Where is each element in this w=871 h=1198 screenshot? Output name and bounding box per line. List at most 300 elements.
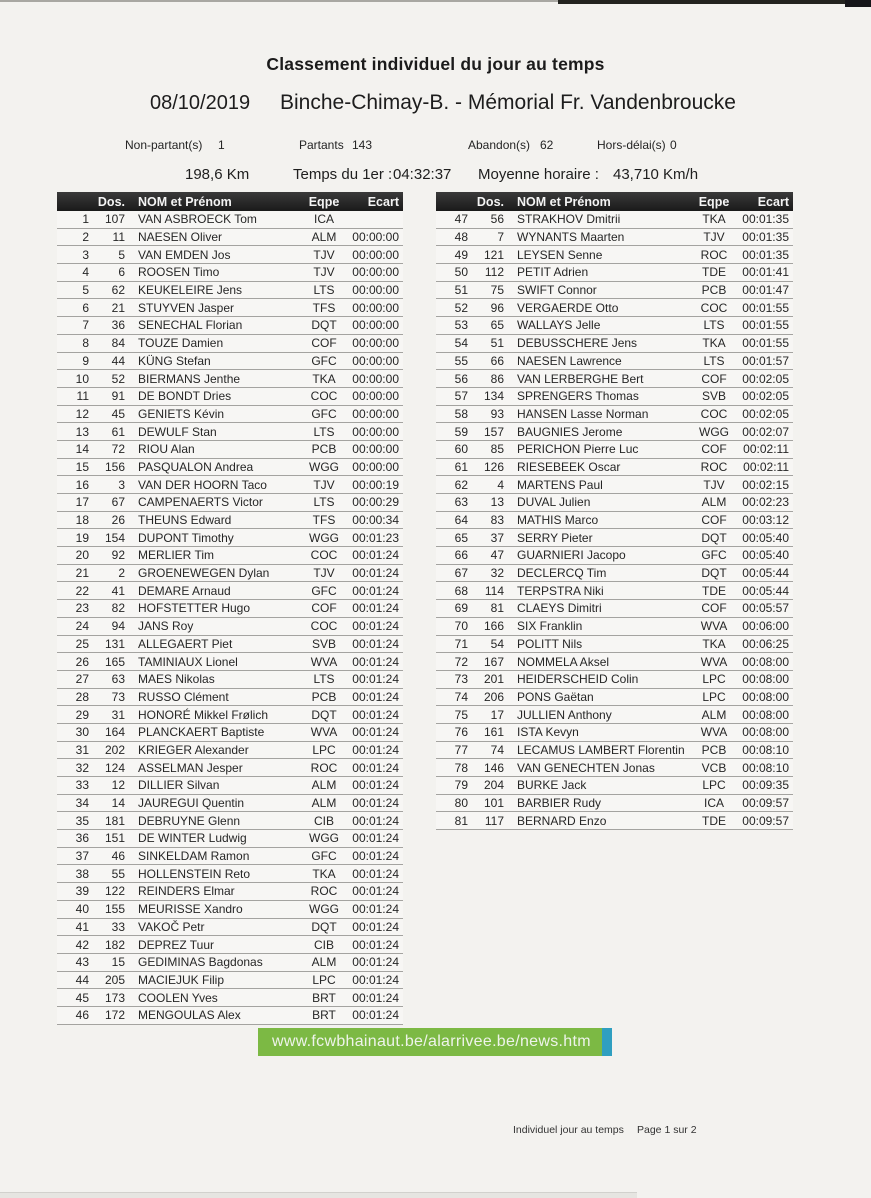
ecart-cell: 00:01:24 (352, 654, 399, 669)
dossard-cell: 74 (490, 742, 504, 757)
ecart-cell: 00:06:00 (742, 619, 789, 634)
ecart-cell: 00:00:00 (352, 353, 399, 368)
rider-name-cell: SWIFT Connor (517, 283, 597, 298)
ecart-cell: 00:00:00 (352, 318, 399, 333)
table-row (57, 529, 403, 547)
rider-name-cell: NAESEN Oliver (138, 230, 223, 245)
team-cell: SVB (701, 389, 726, 404)
table-row (57, 565, 403, 583)
dossard-cell: 62 (111, 283, 125, 298)
dossard-cell: 15 (111, 955, 125, 970)
team-cell: LTS (313, 283, 335, 298)
table-row (436, 459, 793, 477)
team-cell: CIB (313, 813, 334, 828)
dossard-cell: 85 (490, 442, 504, 457)
team-cell: WVA (700, 619, 728, 634)
rank-cell: 35 (75, 813, 89, 828)
rider-name-cell: TAMINIAUX Lionel (138, 654, 238, 669)
table-row (436, 388, 793, 406)
moyenne-label: Moyenne horaire : (478, 166, 599, 183)
table-body-left (57, 211, 403, 1025)
dossard-cell: 201 (483, 672, 504, 687)
partants-label: Partants (299, 138, 344, 152)
rank-cell: 61 (454, 459, 468, 474)
team-cell: GFC (701, 548, 727, 563)
dossard-cell: 91 (111, 389, 125, 404)
ecart-cell: 00:01:55 (742, 300, 789, 315)
rank-cell: 59 (454, 424, 468, 439)
table-row (57, 671, 403, 689)
dossard-cell: 41 (111, 583, 125, 598)
dossard-cell: 96 (490, 300, 504, 315)
ecart-cell: 00:01:24 (352, 813, 399, 828)
ecart-cell: 00:08:00 (742, 672, 789, 687)
ecart-cell: 00:01:41 (742, 265, 789, 280)
dossard-cell: 14 (111, 796, 125, 811)
team-cell: TKA (702, 336, 726, 351)
ecart-cell: 00:01:24 (352, 1008, 399, 1023)
rank-cell: 16 (75, 477, 89, 492)
table-row (436, 547, 793, 565)
table-row (436, 600, 793, 618)
rider-name-cell: REINDERS Elmar (138, 884, 235, 899)
team-cell: WVA (310, 725, 338, 740)
rider-name-cell: PETIT Adrien (517, 265, 589, 280)
team-cell: LPC (702, 672, 726, 687)
table-row (57, 989, 403, 1007)
rank-cell: 18 (75, 513, 89, 528)
ecart-cell: 00:00:00 (352, 371, 399, 386)
team-cell: ALM (701, 707, 727, 722)
dossard-cell: 134 (483, 389, 504, 404)
ecart-cell: 00:05:40 (742, 548, 789, 563)
rider-name-cell: KEUKELEIRE Jens (138, 283, 243, 298)
dossard-cell: 206 (483, 689, 504, 704)
ecart-cell: 00:00:00 (352, 424, 399, 439)
rank-cell: 47 (454, 212, 468, 227)
rider-name-cell: ALLEGAERT Piet (138, 636, 233, 651)
ecart-cell: 00:01:35 (742, 247, 789, 262)
rank-cell: 67 (454, 566, 468, 581)
team-cell: TJV (313, 247, 335, 262)
table-row (57, 582, 403, 600)
table-header-row (57, 192, 403, 211)
page-title: Classement individuel du jour au temps (266, 54, 605, 74)
rider-name-cell: BAUGNIES Jerome (517, 424, 623, 439)
rank-cell: 73 (454, 672, 468, 687)
dossard-cell: 124 (104, 760, 125, 775)
ecart-cell: 00:08:00 (742, 654, 789, 669)
rider-name-cell: PERICHON Pierre Luc (517, 442, 639, 457)
dossard-header: Dos. (476, 194, 504, 209)
team-cell: LPC (312, 742, 336, 757)
team-cell: WGG (309, 459, 339, 474)
table-row (57, 441, 403, 459)
table-row (57, 299, 403, 317)
team-cell: COC (700, 300, 728, 315)
team-cell: COC (310, 548, 338, 563)
dossard-cell: 101 (483, 796, 504, 811)
dossard-cell: 31 (111, 707, 125, 722)
rider-name-cell: DEBUSSCHERE Jens (517, 336, 638, 351)
ecart-cell: 00:01:23 (352, 530, 399, 545)
dossard-cell: 204 (483, 778, 504, 793)
rider-name-cell: LECAMUS LAMBERT Florentin (517, 742, 685, 757)
table-row (57, 476, 403, 494)
rank-cell: 11 (76, 389, 89, 404)
rider-name-cell: NOMMELA Aksel (517, 654, 610, 669)
rider-name-cell: HOLLENSTEIN Reto (138, 866, 251, 881)
rider-name-cell: VAN DER HOORN Taco (138, 477, 267, 492)
rider-name-cell: TOUZE Damien (138, 336, 224, 351)
team-cell: TJV (313, 477, 335, 492)
rank-cell: 9 (82, 353, 89, 368)
ecart-cell: 00:01:57 (742, 353, 789, 368)
rank-cell: 64 (454, 513, 468, 528)
rider-name-cell: STRAKHOV Dmitrii (517, 212, 621, 227)
team-cell: DQT (311, 919, 337, 934)
rider-name-cell: SERRY Pieter (517, 530, 593, 545)
abandons-label: Abandon(s) (468, 138, 531, 152)
team-cell: SVB (311, 636, 336, 651)
rider-name-cell: PASQUALON Andrea (138, 459, 254, 474)
ecart-cell: 00:01:24 (352, 760, 399, 775)
rank-cell: 17 (75, 495, 89, 510)
rider-name-cell: JULLIEN Anthony (517, 707, 612, 722)
rank-cell: 20 (75, 548, 89, 563)
table-row (436, 706, 793, 724)
table-row (436, 299, 793, 317)
rank-cell: 58 (454, 406, 468, 421)
ecart-header: Ecart (757, 194, 789, 209)
team-cell: LTS (313, 495, 335, 510)
rider-name-cell: SINKELDAM Ramon (138, 849, 250, 864)
dossard-cell: 21 (111, 300, 125, 315)
rank-cell: 28 (75, 689, 89, 704)
rider-name-cell: DEMARE Arnaud (138, 583, 231, 598)
rider-name-cell: VAN ASBROECK Tom (138, 212, 257, 227)
team-cell: TJV (313, 265, 335, 280)
team-cell: BRT (312, 1008, 336, 1023)
scan-artifact-corner-mark (845, 0, 871, 7)
team-cell: PCB (701, 742, 727, 757)
table-row (57, 883, 403, 901)
rank-cell: 37 (75, 849, 89, 864)
dossard-cell: 55 (111, 866, 125, 881)
dossard-cell: 46 (111, 849, 125, 864)
temps-1er-label: Temps du 1er : (293, 166, 393, 183)
team-cell: LTS (313, 672, 335, 687)
dossard-cell: 205 (104, 972, 125, 987)
team-cell: TKA (702, 636, 726, 651)
table-header-row (436, 192, 793, 211)
table-row (57, 494, 403, 512)
rider-name-cell: DEBRUYNE Glenn (138, 813, 241, 828)
rider-name-cell: DUPONT Timothy (138, 530, 234, 545)
rank-cell: 60 (454, 442, 468, 457)
rank-cell: 5 (82, 283, 89, 298)
team-cell: ROC (310, 760, 338, 775)
dossard-cell: 51 (490, 336, 504, 351)
ecart-cell: 00:08:00 (742, 725, 789, 740)
dossard-cell: 165 (104, 654, 125, 669)
table-row (57, 724, 403, 742)
rider-name-cell: HEIDERSCHEID Colin (517, 672, 639, 687)
ecart-cell: 00:01:24 (352, 831, 399, 846)
dossard-cell: 45 (111, 406, 125, 421)
team-cell: COC (310, 389, 338, 404)
table-row (57, 777, 403, 795)
ecart-cell: 00:08:10 (742, 742, 789, 757)
table-row (57, 512, 403, 530)
rider-name-cell: GEDIMINAS Bagdonas (138, 955, 263, 970)
table-row (57, 795, 403, 813)
team-header: Eqpe (698, 194, 730, 209)
ecart-cell: 00:00:00 (352, 247, 399, 262)
rider-name-cell: DUVAL Julien (517, 495, 591, 510)
rank-cell: 76 (454, 725, 468, 740)
hors-delai-label: Hors-délai(s) (597, 138, 666, 152)
table-row (436, 529, 793, 547)
ecart-cell: 00:02:05 (742, 371, 789, 386)
rider-name-cell: THEUNS Edward (138, 513, 232, 528)
rider-name-cell: LEYSEN Senne (517, 247, 603, 262)
rider-name-cell: BERNARD Enzo (517, 813, 607, 828)
rank-cell: 41 (75, 919, 89, 934)
ecart-cell: 00:01:24 (352, 866, 399, 881)
team-header: Eqpe (308, 194, 340, 209)
dossard-cell: 56 (490, 212, 504, 227)
ecart-cell: 00:09:57 (742, 813, 789, 828)
ecart-cell: 00:05:44 (742, 566, 789, 581)
ecart-cell: 00:01:24 (352, 689, 399, 704)
dossard-cell: 117 (484, 813, 504, 828)
ecart-cell: 00:01:55 (742, 336, 789, 351)
team-cell: VCB (701, 760, 727, 775)
rank-cell: 49 (454, 247, 468, 262)
rider-name-cell: BIERMANS Jenthe (138, 371, 241, 386)
dossard-cell: 54 (490, 636, 504, 651)
rank-cell: 40 (75, 902, 89, 917)
ecart-cell: 00:05:57 (742, 601, 789, 616)
rider-name-cell: ISTA Kevyn (517, 725, 579, 740)
footer-document-label: Individuel jour au temps (513, 1124, 624, 1136)
rank-cell: 7 (82, 318, 89, 333)
rank-cell: 78 (454, 760, 468, 775)
results-url-banner (258, 1028, 612, 1056)
rider-name-cell: CAMPENAERTS Victor (138, 495, 263, 510)
ecart-cell: 00:02:11 (743, 442, 789, 457)
team-cell: LPC (312, 972, 336, 987)
table-row (436, 317, 793, 335)
rank-cell: 62 (454, 477, 468, 492)
rank-cell: 57 (454, 389, 468, 404)
team-cell: ALM (311, 955, 337, 970)
ecart-cell: 00:00:29 (352, 495, 399, 510)
rider-name-cell: GENIETS Kévin (138, 406, 225, 421)
distance-value: 198,6 Km (185, 166, 250, 183)
dossard-cell: 151 (104, 831, 125, 846)
dossard-cell: 7 (497, 230, 504, 245)
team-cell: COC (310, 619, 338, 634)
team-cell: COF (701, 601, 727, 616)
rank-cell: 2 (82, 230, 89, 245)
team-cell: ICA (703, 796, 724, 811)
ecart-cell: 00:08:00 (742, 689, 789, 704)
dossard-cell: 61 (111, 424, 125, 439)
table-row (436, 476, 793, 494)
table-row (57, 406, 403, 424)
ecart-cell: 00:00:00 (352, 406, 399, 421)
dossard-cell: 126 (483, 459, 504, 474)
rider-name-cell: DEPREZ Tuur (138, 937, 215, 952)
table-row (57, 830, 403, 848)
rider-name-cell: VAN EMDEN Jos (138, 247, 231, 262)
dossard-cell: 173 (104, 990, 125, 1005)
rider-name-cell: MATHIS Marco (517, 513, 599, 528)
dossard-cell: 52 (111, 371, 125, 386)
team-cell: WVA (700, 654, 728, 669)
dossard-cell: 5 (118, 247, 125, 262)
rank-cell: 53 (454, 318, 468, 333)
partants-value: 143 (352, 138, 373, 152)
rider-name-cell: VERGAERDE Otto (517, 300, 619, 315)
table-row (57, 547, 403, 565)
dossard-cell: 84 (111, 336, 125, 351)
rank-cell: 34 (75, 796, 89, 811)
table-row (57, 618, 403, 636)
table-row (57, 706, 403, 724)
ecart-cell: 00:00:34 (352, 513, 399, 528)
table-row (57, 936, 403, 954)
table-row (436, 759, 793, 777)
ecart-cell: 00:01:35 (742, 212, 789, 227)
team-cell: TJV (703, 230, 725, 245)
ecart-cell: 00:00:00 (352, 283, 399, 298)
table-row (436, 812, 793, 830)
team-cell: COF (311, 336, 337, 351)
ecart-cell: 00:00:00 (352, 442, 399, 457)
rank-cell: 25 (75, 636, 89, 651)
rank-cell: 48 (454, 230, 468, 245)
rider-name-cell: HONORÉ Mikkel Frølich (138, 707, 269, 722)
dossard-cell: 93 (490, 406, 504, 421)
rider-name-cell: JAUREGUI Quentin (138, 796, 245, 811)
rank-cell: 56 (454, 371, 468, 386)
dossard-cell: 164 (104, 725, 125, 740)
ecart-cell: 00:08:10 (742, 760, 789, 775)
team-cell: PCB (311, 689, 337, 704)
table-row (436, 742, 793, 760)
table-row (57, 689, 403, 707)
dossard-cell: 12 (111, 778, 125, 793)
team-cell: WGG (309, 530, 339, 545)
table-row (436, 353, 793, 371)
dossard-cell: 3 (118, 477, 125, 492)
rank-cell: 80 (454, 796, 468, 811)
rider-name-cell: JANS Roy (138, 619, 194, 634)
rider-name-cell: DE BONDT Dries (138, 389, 232, 404)
rank-cell: 38 (75, 866, 89, 881)
team-cell: DQT (701, 566, 727, 581)
dossard-cell: 172 (104, 1008, 125, 1023)
ecart-cell: 00:01:24 (352, 742, 399, 757)
table-row (57, 742, 403, 760)
results-table-left (57, 192, 403, 1025)
team-cell: TFS (312, 300, 336, 315)
rider-name-cell: VAKOČ Petr (138, 919, 205, 934)
ecart-cell: 00:00:00 (352, 459, 399, 474)
team-cell: CIB (313, 937, 334, 952)
dossard-cell: 2 (118, 566, 125, 581)
team-cell: ALM (311, 796, 337, 811)
rank-cell: 45 (75, 990, 89, 1005)
rider-name-cell: DECLERCQ Tim (517, 566, 607, 581)
dossard-cell: 73 (111, 689, 125, 704)
ecart-cell: 00:05:44 (742, 583, 789, 598)
team-cell: LTS (313, 424, 335, 439)
table-row (57, 919, 403, 937)
table-row (57, 848, 403, 866)
table-row (436, 724, 793, 742)
rider-name-cell: GROENEWEGEN Dylan (138, 566, 270, 581)
dossard-cell: 121 (483, 247, 504, 262)
dossard-cell: 156 (104, 459, 125, 474)
rank-cell: 1 (82, 212, 89, 227)
rank-cell: 68 (454, 583, 468, 598)
ecart-cell: 00:01:24 (352, 778, 399, 793)
rider-name-cell: TERPSTRA Niki (517, 583, 604, 598)
rank-cell: 15 (75, 459, 89, 474)
table-body-right (436, 211, 793, 830)
ecart-cell: 00:06:25 (742, 636, 789, 651)
table-row (436, 264, 793, 282)
dossard-cell: 44 (111, 353, 125, 368)
rank-cell: 54 (454, 336, 468, 351)
rank-cell: 66 (454, 548, 468, 563)
dossard-cell: 26 (111, 513, 125, 528)
rank-cell: 21 (75, 566, 89, 581)
dossard-cell: 6 (118, 265, 125, 280)
table-row (57, 459, 403, 477)
name-header: NOM et Prénom (517, 194, 611, 209)
rank-cell: 69 (454, 601, 468, 616)
rank-cell: 26 (75, 654, 89, 669)
rank-cell: 19 (75, 530, 89, 545)
team-cell: ALM (701, 495, 727, 510)
dossard-cell: 166 (483, 619, 504, 634)
team-cell: WGG (309, 902, 339, 917)
rider-name-cell: HANSEN Lasse Norman (517, 406, 649, 421)
table-row (436, 512, 793, 530)
table-row (57, 600, 403, 618)
dossard-cell: 66 (490, 353, 504, 368)
ecart-cell: 00:01:24 (352, 601, 399, 616)
table-row (57, 972, 403, 990)
table-row (436, 671, 793, 689)
team-cell: COF (701, 513, 727, 528)
table-row (436, 370, 793, 388)
rank-cell: 39 (75, 884, 89, 899)
rank-cell: 33 (75, 778, 89, 793)
rider-name-cell: DEWULF Stan (138, 424, 217, 439)
rider-name-cell: RUSSO Clément (138, 689, 229, 704)
team-cell: ROC (310, 884, 338, 899)
ecart-cell: 00:01:24 (352, 972, 399, 987)
team-cell: DQT (701, 530, 727, 545)
dossard-cell: 17 (490, 707, 504, 722)
table-row (436, 494, 793, 512)
